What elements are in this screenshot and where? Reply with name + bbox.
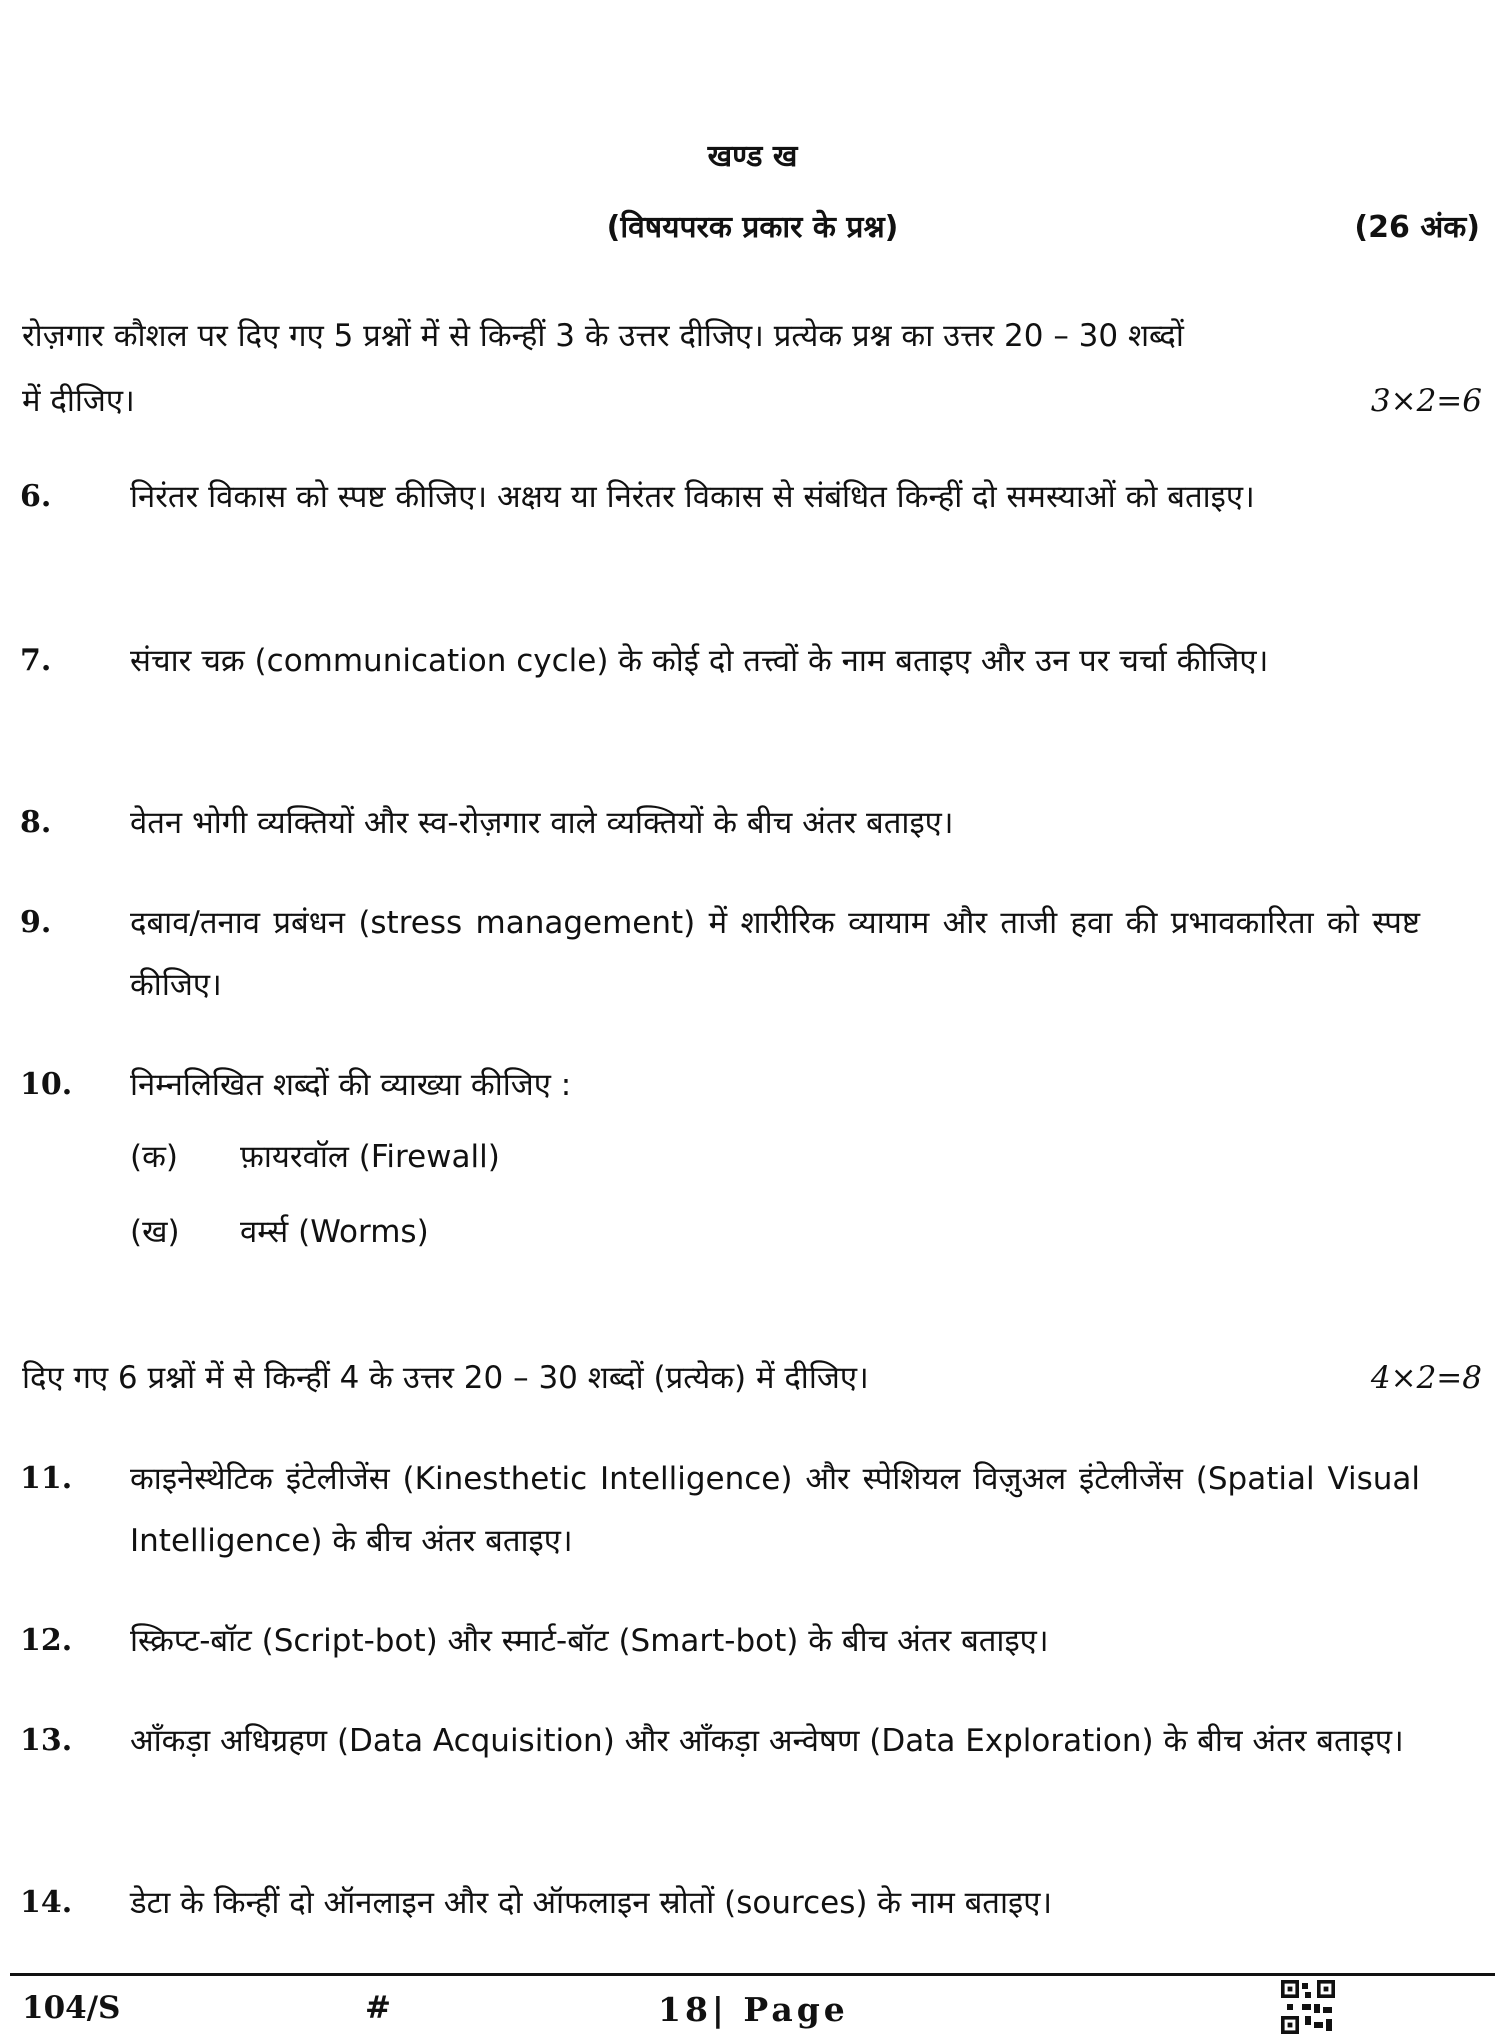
instruction-2-line1: दिए गए 6 प्रश्नों में से किन्हीं 4 के उत्तर 20 – 30 शब्दों (प्रत्येक) में दीजिए। <box>22 1360 869 1396</box>
instruction-1-marks: 3×2=6 <box>1370 383 1482 419</box>
instruction-1-line1: रोज़गार कौशल पर दिए गए 5 प्रश्नों में से किन्हीं 3 के उत्तर दीजिए। प्रत्येक प्रश्न का उत्तर 20 – 30 शब्दों <box>22 318 1184 354</box>
question-text: निम्नलिखित शब्दों की व्याख्या कीजिए : <box>130 1067 572 1103</box>
section-marks: (26 अंक) <box>1354 210 1480 245</box>
question-number: 10. <box>20 1067 73 1102</box>
footer-hash: # <box>365 1990 391 2026</box>
instruction-2 <box>22 1346 1482 1411</box>
section-title: खण्ड ख <box>707 139 798 174</box>
question-13 <box>20 1710 1420 1772</box>
question-text: दबाव/तनाव प्रबंधन (stress management) में शारीरिक व्यायाम और ताजी हवा की प्रभावकारिता को स्पष्ट कीजिए। <box>130 905 1420 1003</box>
question-text: काइनेस्थेटिक इंटेलीजेंस (Kinesthetic Intelligence) और स्पेशियल विज़ुअल इंटेलीजेंस (Spatial Visual Intelligence) के बीच अंतर बताइए। <box>130 1461 1420 1559</box>
question-text: आँकड़ा अधिग्रहण (Data Acquisition) और आँकड़ा अन्वेषण (Data Exploration) के बीच अंतर बताइए। <box>130 1723 1404 1759</box>
question-number: 14. <box>20 1885 73 1920</box>
footer-divider <box>10 1973 1495 1976</box>
part-text: वर्म्स (Worms) <box>240 1214 429 1250</box>
question-11 <box>20 1448 1420 1572</box>
question-number: 11. <box>20 1461 73 1496</box>
question-number: 8. <box>20 805 52 840</box>
question-text: डेटा के किन्हीं दो ऑनलाइन और दो ऑफलाइन स्रोतों (sources) के नाम बताइए। <box>130 1885 1053 1921</box>
question-10-part-a <box>130 1135 830 1180</box>
question-14 <box>20 1872 1420 1934</box>
question-number: 6. <box>20 479 52 514</box>
paper-code: 104/S <box>22 1990 121 2026</box>
section-subtitle: (विषयपरक प्रकार के प्रश्न) <box>606 210 899 245</box>
instruction-2-marks: 4×2=8 <box>1370 1360 1482 1396</box>
part-text: फ़ायरवॉल (Firewall) <box>240 1139 500 1175</box>
question-12 <box>20 1610 1420 1672</box>
question-number: 12. <box>20 1623 73 1658</box>
question-text: वेतन भोगी व्यक्तियों और स्व-रोज़गार वाले व्यक्तियों के बीच अंतर बताइए। <box>130 805 954 841</box>
question-10 <box>20 1054 1420 1116</box>
part-label: (ख) <box>130 1214 180 1250</box>
page-number: 18| Page <box>658 1990 849 2029</box>
question-8 <box>20 792 1420 854</box>
question-10-part-b <box>130 1210 830 1255</box>
question-number: 13. <box>20 1723 73 1758</box>
instruction-1-line2: में दीजिए। <box>22 383 135 419</box>
question-7 <box>20 630 1420 692</box>
question-6 <box>20 466 1420 528</box>
question-number: 9. <box>20 905 52 940</box>
part-label: (क) <box>130 1139 178 1175</box>
question-9 <box>20 892 1420 1016</box>
qr-code-icon <box>1281 1980 1335 2034</box>
instruction-1 <box>22 304 1482 434</box>
question-text: संचार चक्र (communication cycle) के कोई दो तत्त्वों के नाम बताइए और उन पर चर्चा कीजिए। <box>130 643 1269 679</box>
question-number: 7. <box>20 643 52 678</box>
question-text: स्क्रिप्ट-बॉट (Script-bot) और स्मार्ट-बॉट (Smart-bot) के बीच अंतर बताइए। <box>130 1623 1049 1659</box>
question-text: निरंतर विकास को स्पष्ट कीजिए। अक्षय या निरंतर विकास से संबंधित किन्हीं दो समस्याओं को बताइए। <box>130 479 1255 515</box>
